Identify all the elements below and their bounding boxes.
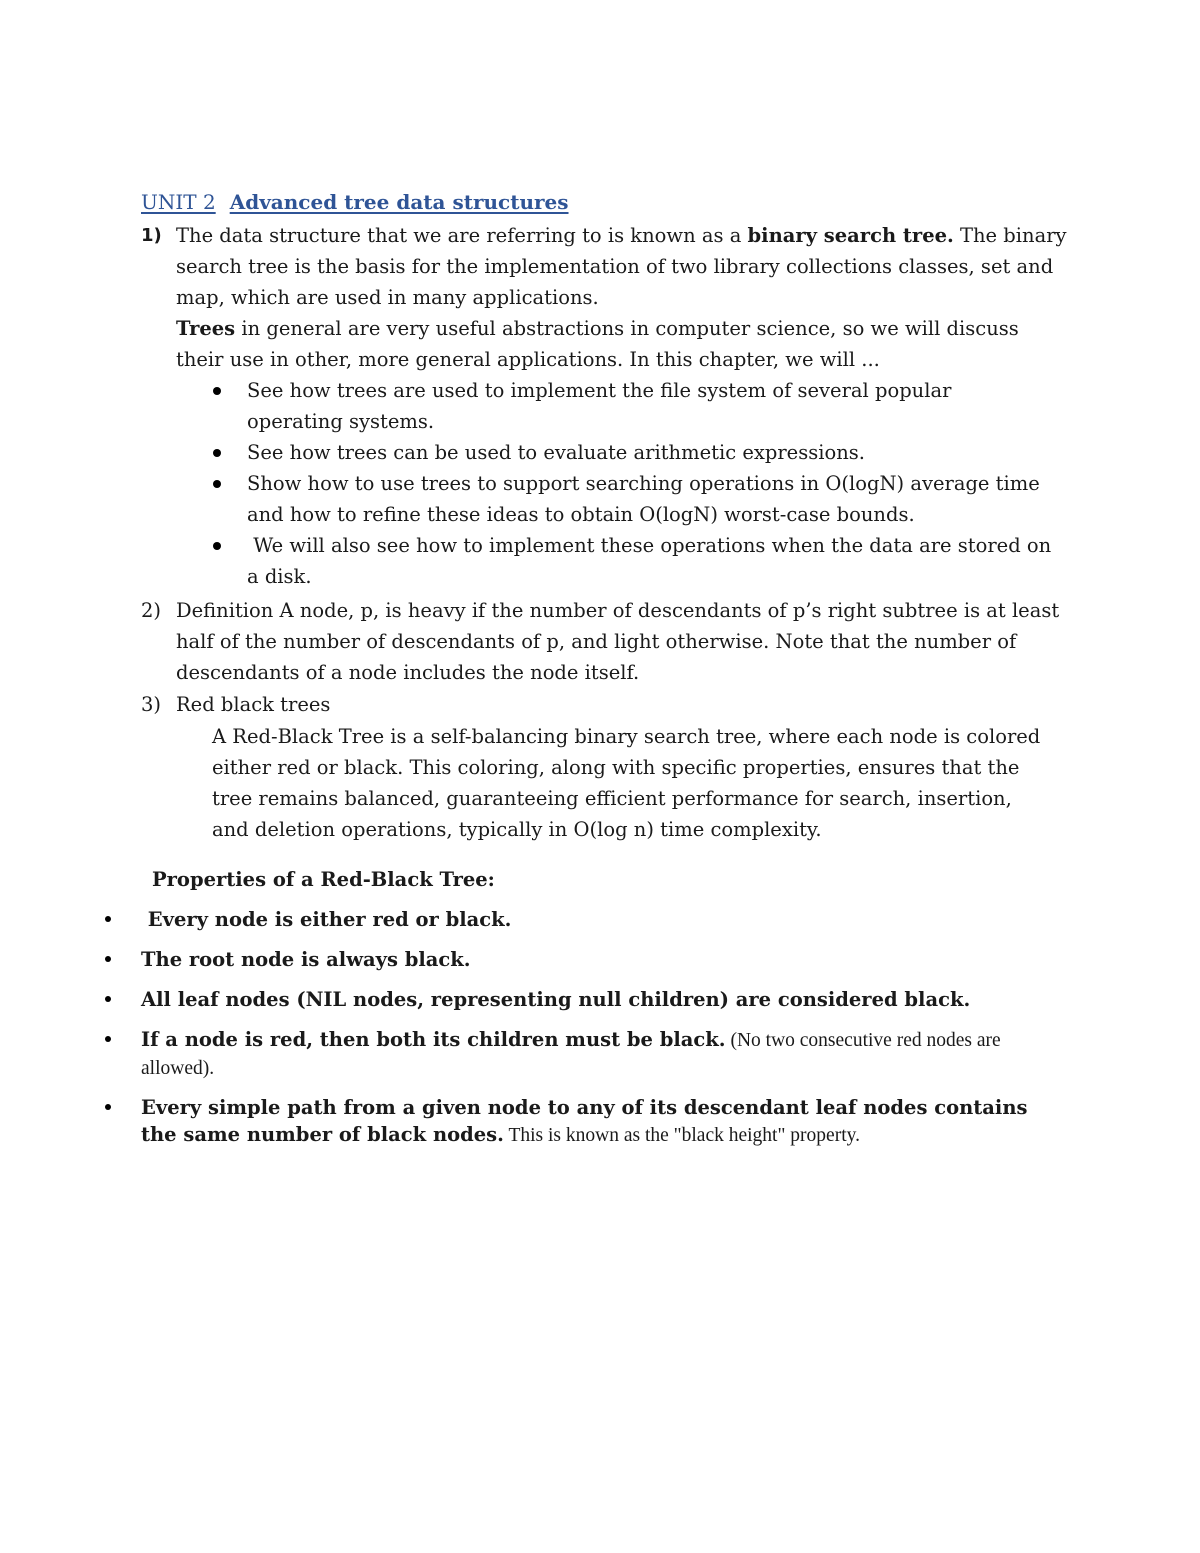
property-normal: (No two consecutive red nodes are allowed). <box>141 1030 1001 1079</box>
bullet-dot-icon <box>105 1036 111 1042</box>
trees-text: in general are very useful abstractions in computer science, so we will discuss their use in other, more general applications. In this chapter, we will ... <box>176 317 1019 371</box>
property-bold: Every simple path from a given node to any of its descendant leaf nodes contains the same number of black nodes. <box>141 1096 1028 1146</box>
item-number-2: 2) <box>141 599 162 622</box>
item2-text: Definition A node, p, is heavy if the number of descendants of p’s right subtree is at least half of the number of descendants of p, and light otherwise. Note that the number of descendants of a node includes the node itself. <box>176 599 1060 684</box>
unit-heading <box>141 190 569 214</box>
item-number-1: 1) <box>141 225 162 246</box>
list-item <box>213 437 1053 468</box>
properties-list <box>103 906 1063 1161</box>
list-item-2 <box>141 595 1071 688</box>
property-bold: If a node is red, then both its children must be black. <box>141 1028 726 1051</box>
list-item <box>103 986 1063 1014</box>
list-item <box>103 906 1063 934</box>
bullet-dot-icon <box>105 1104 111 1110</box>
trees-bold-term: Trees <box>176 317 236 340</box>
property-bold: All leaf nodes (NIL nodes, representing null children) are considered black. <box>141 988 971 1011</box>
item1-bold-term: binary search tree. <box>747 224 954 247</box>
properties-title: Properties of a Red-Black Tree: <box>152 868 495 891</box>
item1-text-after: The binary search tree is the basis for the implementation of two library collections classes, set and map, which are used in many applications. <box>176 224 1067 309</box>
chapter-bullets <box>213 375 1058 592</box>
bullet-dot-icon <box>213 480 221 488</box>
item-number-3: 3) <box>141 693 162 716</box>
unit-label: UNIT 2 <box>141 190 216 214</box>
property-bold: Every node is either red or black. <box>141 908 512 931</box>
property-normal: This is known as the "black height" property. <box>503 1125 860 1146</box>
list-item-1 <box>141 220 1071 313</box>
unit-title: Advanced tree data structures <box>229 190 569 214</box>
red-black-paragraph: A Red-Black Tree is a self-balancing binary search tree, where each node is colored either red or black. This coloring, along with specific properties, ensures that the tree remains balanced, guaranteeing efficient performance for search, insertion, and deletion operations, typically in O(log n) time complexity. <box>212 725 1041 841</box>
list-item <box>213 375 1053 437</box>
bullet-dot-icon <box>105 916 111 922</box>
bullet-text: See how trees can be used to evaluate arithmetic expressions. <box>247 441 865 464</box>
bullet-text: See how trees are used to implement the file system of several popular operating systems. <box>247 379 952 433</box>
bullet-dot-icon <box>213 449 221 457</box>
bullet-dot-icon <box>213 387 221 395</box>
list-item <box>103 1026 1063 1082</box>
property-bold: The root node is always black. <box>141 948 471 971</box>
bullet-dot-icon <box>105 956 111 962</box>
bullet-dot-icon <box>105 996 111 1002</box>
list-item <box>213 530 1058 592</box>
trees-paragraph <box>176 313 1056 375</box>
list-item <box>213 468 1053 530</box>
list-item <box>103 946 1063 974</box>
list-item-3 <box>141 689 1071 720</box>
item1-text-before: The data structure that we are referring to is known as a <box>176 224 748 247</box>
bullet-dot-icon <box>213 542 221 550</box>
bullet-text: Show how to use trees to support searching operations in O(logN) average time and how to refine these ideas to obtain O(logN) worst-case bounds. <box>247 472 1040 526</box>
item3-text: Red black trees <box>176 693 331 716</box>
list-item <box>103 1094 1063 1149</box>
bullet-text: We will also see how to implement these operations when the data are stored on a disk. <box>247 534 1058 588</box>
